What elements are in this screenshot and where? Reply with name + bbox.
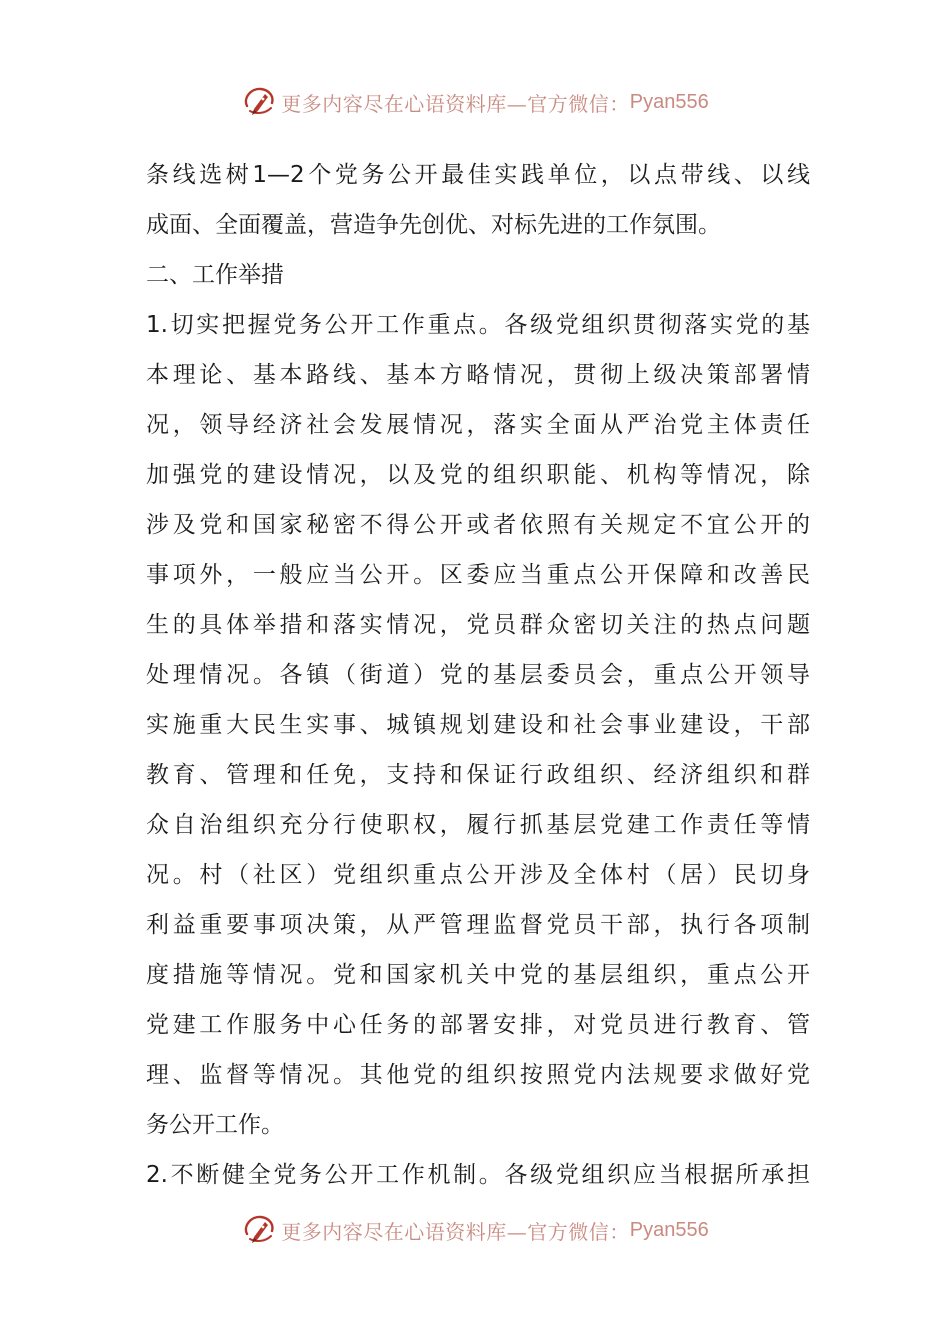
body-line: 党建工作服务中心任务的部署安排，对党员进行教育、管 bbox=[146, 1012, 810, 1038]
body-line: 况。村（社区）党组织重点公开涉及全体村（居）民切身 bbox=[146, 862, 810, 888]
body-line: 本理论、基本路线、基本方略情况，贯彻上级决策部署情 bbox=[146, 362, 810, 388]
body-line: 事项外，一般应当公开。区委应当重点公开保障和改善民 bbox=[146, 562, 810, 588]
body-line: 加强党的建设情况，以及党的组织职能、机构等情况，除 bbox=[146, 462, 810, 488]
body-line: 务公开工作。 bbox=[146, 1112, 284, 1138]
body-line: 成面、全面覆盖，营造争先创优、对标先进的工作氛围。 bbox=[146, 212, 721, 238]
body-line: 1.切实把握党务公开工作重点。各级党组织贯彻落实党的基 bbox=[146, 312, 810, 338]
body-line: 条线选树1—2个党务公开最佳实践单位，以点带线、以线 bbox=[146, 162, 810, 188]
pen-nib-logo-icon bbox=[241, 1212, 277, 1248]
footer-banner bbox=[0, 1208, 950, 1252]
pen-nib-logo-icon bbox=[241, 84, 277, 120]
body-line: 理、监督等情况。其他党的组织按照党内法规要求做好党 bbox=[146, 1062, 810, 1088]
body-line: 利益重要事项决策，从严管理监督党员干部，执行各项制 bbox=[146, 912, 810, 938]
body-line: 众自治组织充分行使职权，履行抓基层党建工作责任等情 bbox=[146, 812, 810, 838]
body-line: 实施重大民生实事、城镇规划建设和社会事业建设，干部 bbox=[146, 712, 810, 738]
body-line: 涉及党和国家秘密不得公开或者依照有关规定不宜公开的 bbox=[146, 512, 810, 538]
body-line: 生的具体举措和落实情况，党员群众密切关注的热点问题 bbox=[146, 612, 810, 638]
header-banner bbox=[0, 80, 950, 124]
body-line: 2.不断健全党务公开工作机制。各级党组织应当根据所承担 bbox=[146, 1162, 810, 1188]
body-line: 教育、管理和任免，支持和保证行政组织、经济组织和群 bbox=[146, 762, 810, 788]
document-body bbox=[146, 150, 810, 1200]
section-heading: 二、工作举措 bbox=[146, 262, 284, 288]
body-line: 况，领导经济社会发展情况，落实全面从严治党主体责任 bbox=[146, 412, 810, 438]
footer-banner-text: 更多内容尽在心语资料库—官方微信： bbox=[281, 1219, 630, 1244]
body-line: 度措施等情况。党和国家机关中党的基层组织，重点公开 bbox=[146, 962, 810, 988]
body-line: 处理情况。各镇（街道）党的基层委员会，重点公开领导 bbox=[146, 662, 810, 688]
header-wechat-id: Pyan556 bbox=[629, 90, 709, 113]
footer-wechat-id: Pyan556 bbox=[629, 1218, 709, 1241]
header-banner-text: 更多内容尽在心语资料库—官方微信： bbox=[281, 91, 630, 116]
